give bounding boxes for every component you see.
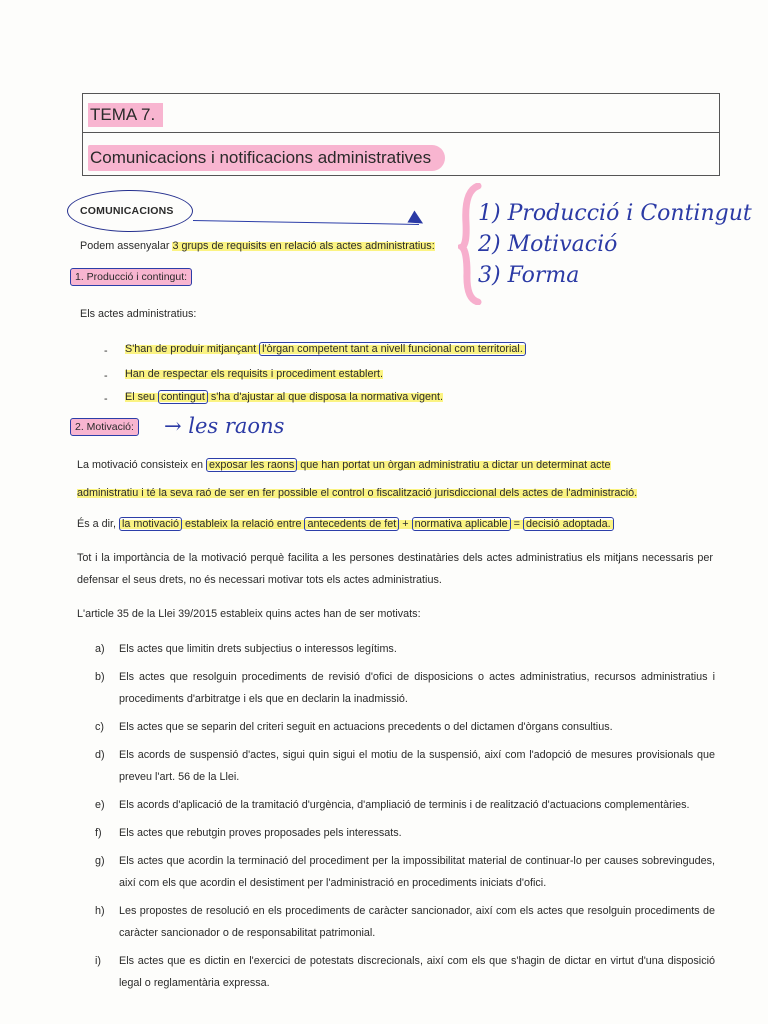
- arrow-head-icon: [407, 210, 426, 229]
- list-item: [95, 716, 715, 738]
- list-item: [95, 638, 715, 660]
- enum-letter: h): [95, 905, 105, 917]
- section1-tag: 1. Producció i contingut:: [70, 268, 192, 286]
- header-divider: [82, 132, 720, 133]
- enum-text: Els actes que limitin drets subjectius o interessos legítims.: [119, 643, 397, 655]
- section2-hand-note: → les raons: [164, 414, 285, 438]
- dash-bullet: -: [104, 393, 108, 405]
- dash-bullet: -: [104, 345, 108, 357]
- p2-mid1: estableix la relació entre: [182, 518, 305, 530]
- enum-text: Els acords de suspensió d'actes, sigui quin sigui el motiu de la suspensió, així com l'adopció de mesures provisionals que preveu l'art. 56 de la Llei.: [119, 749, 715, 783]
- enum-letter: i): [95, 955, 101, 967]
- section1-item-3: [125, 391, 443, 404]
- enum-text: Els actes que rebutgin proves proposades pels interessats.: [119, 827, 402, 839]
- section2-p1-line1: [77, 459, 713, 472]
- p2-pre: És a dir,: [77, 518, 120, 530]
- section2-p4: L'article 35 de la Llei 39/2015 estableix quins actes han de ser motivats:: [77, 608, 421, 620]
- p1-line2: administratiu i té la seva raó de ser en fer possible el control o fiscalització jurisdiccional dels actes de l'administració.: [77, 487, 638, 499]
- intro-highlight: 3 grups de requisits en relació als actes administratius:: [172, 240, 435, 252]
- item3-boxed: contingut: [158, 390, 208, 404]
- item3-pre: El seu: [125, 391, 159, 403]
- intro-pre: Podem assenyalar: [80, 240, 173, 252]
- p2-box2: antecedents de fet: [304, 517, 399, 531]
- p1-post: que han portat un òrgan administratiu a dictar un determinat acte: [297, 459, 611, 471]
- list-item: [95, 900, 715, 944]
- section2-tag: 2. Motivació:: [70, 418, 139, 436]
- list-item: [95, 666, 715, 710]
- intro-line: [80, 240, 435, 253]
- p2-box1: la motivació: [119, 517, 182, 531]
- section2-p1-line2: [77, 487, 637, 500]
- list-item: [95, 822, 715, 844]
- item3-post: s'ha d'ajustar al que disposa la normativa vigent.: [207, 391, 444, 403]
- list-item: [95, 744, 715, 788]
- enum-text: Les propostes de resolució en els procediments de caràcter sancionador, així com els actes que resolguin procediments de caràcter sancionador o de responsabilitat patrimonial.: [119, 905, 715, 939]
- list-item: [95, 794, 715, 816]
- comunicacions-label: COMUNICACIONS: [80, 205, 174, 217]
- p2-eq: =: [510, 518, 523, 530]
- p2-plus: +: [399, 518, 412, 530]
- p2-box3: normativa aplicable: [412, 517, 511, 531]
- item2-text: Han de respectar els requisits i procediment establert.: [125, 368, 384, 380]
- hand-list-item-1: 1) Producció i Contingut: [478, 201, 752, 226]
- enum-letter: f): [95, 827, 102, 839]
- enum-letter: g): [95, 855, 105, 867]
- motivated-acts-list: [95, 638, 715, 1000]
- section1-item-1: [125, 343, 526, 356]
- enum-text: Els actes que se separin del criteri seguit en actuacions precedents o del dictamen d'òrgans consultius.: [119, 721, 613, 733]
- list-item: [95, 950, 715, 994]
- section1-lead: Els actes administratius:: [80, 308, 197, 320]
- enum-letter: c): [95, 721, 104, 733]
- p2-box4: decisió adoptada.: [523, 517, 614, 531]
- enum-text: Els acords d'aplicació de la tramitació d'urgència, d'ampliació de terminis i de realització d'actuacions complementàries.: [119, 799, 690, 811]
- p1-box: exposar les raons: [206, 458, 297, 472]
- hand-list-item-3: 3) Forma: [478, 263, 580, 288]
- section1-item-2: [125, 368, 383, 381]
- item1-pre: S'han de produir mitjançant: [125, 343, 260, 355]
- enum-letter: d): [95, 749, 105, 761]
- enum-letter: b): [95, 671, 105, 683]
- enum-text: Els actes que es dictin en l'exercici de potestats discrecionals, així com els que s'hagin de dictar en virtut d'una disposició legal o reglamentària expressa.: [119, 955, 715, 989]
- subject-title: Comunicacions i notificacions administratives: [88, 145, 445, 171]
- enum-letter: a): [95, 643, 105, 655]
- section2-p3: Tot i la importància de la motivació perquè facilita a les persones destinatàries dels actes administratius els mitjans necessaris per defensar el seus drets, no és necessari motivar tots els actes administratius.: [77, 552, 713, 586]
- section2-p2: [77, 518, 614, 531]
- enum-letter: e): [95, 799, 105, 811]
- enum-text: Els actes que resolguin procediments de revisió d'ofici de disposicions o actes administratius, recursos administratius i procediments d'arbitratge i els que en declarin la inadmissió.: [119, 671, 715, 705]
- dash-bullet: -: [104, 370, 108, 382]
- tema-title: TEMA 7.: [88, 103, 163, 127]
- list-item: [95, 850, 715, 894]
- item1-boxed: l'òrgan competent tant a nivell funcional com territorial.: [259, 342, 526, 356]
- arrow-line: [193, 220, 419, 225]
- p1-pre: La motivació consisteix en: [77, 459, 207, 471]
- enum-text: Els actes que acordin la terminació del procediment per la impossibilitat material de continuar-lo per causes sobrevingudes, així com els que acordin el desistiment per l'administració en procediments iniciats d'ofici.: [119, 855, 715, 889]
- hand-list-item-2: 2) Motivació: [478, 232, 618, 257]
